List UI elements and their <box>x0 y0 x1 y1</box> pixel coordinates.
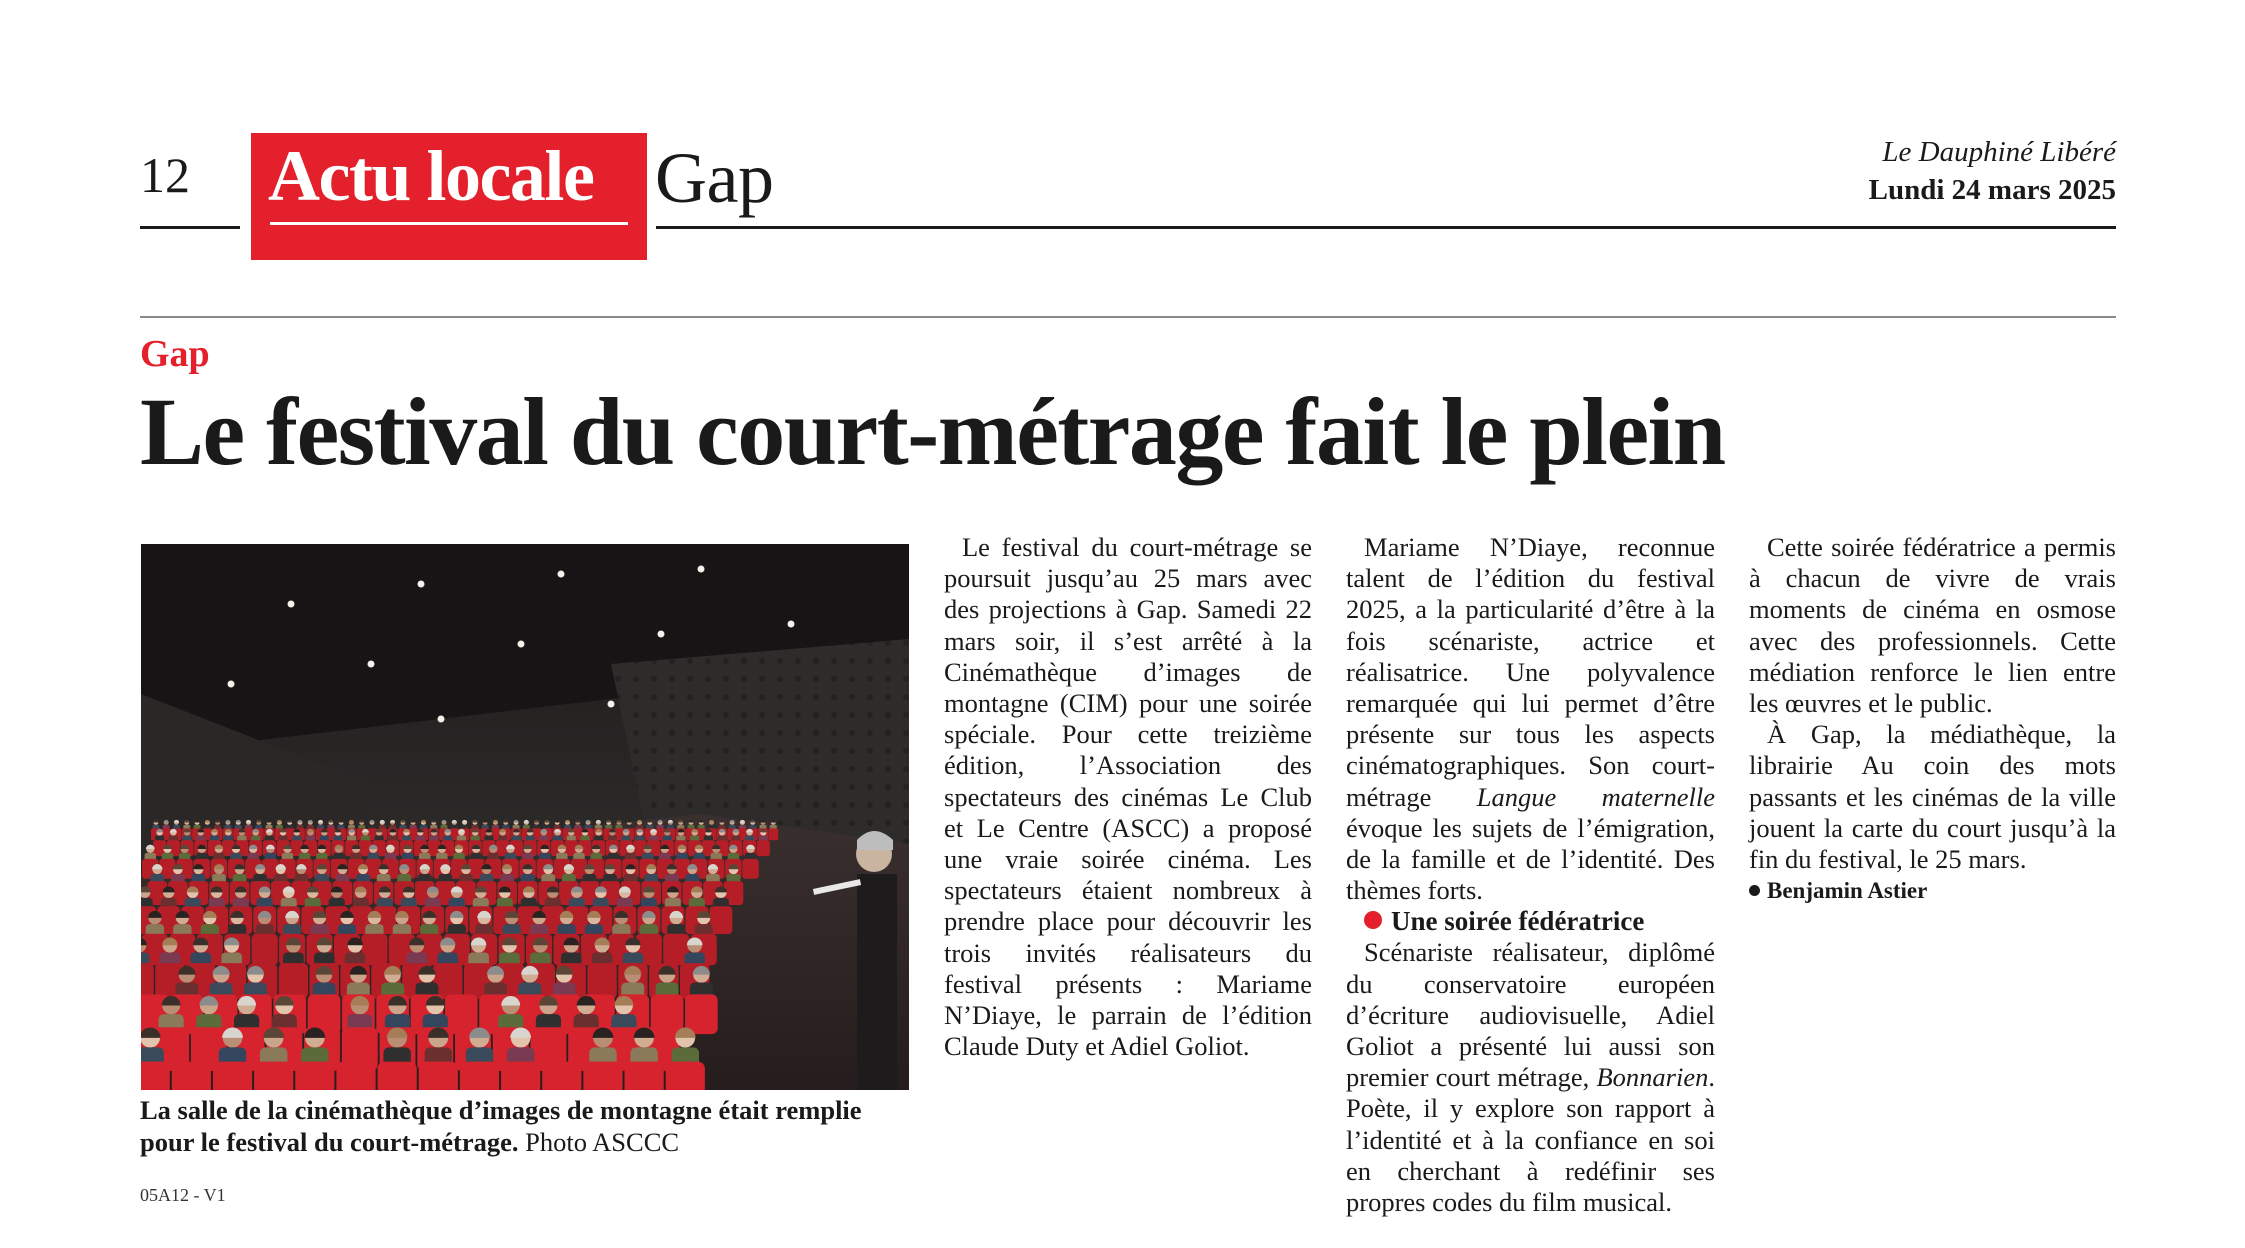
body-paragraph-2 <box>1346 532 1715 906</box>
red-seat <box>254 1062 293 1090</box>
red-seat <box>709 906 732 934</box>
red-seat <box>742 859 758 879</box>
film-title-bonnarien: Bonnarien <box>1596 1062 1709 1093</box>
bullet-dot-icon <box>1364 911 1382 929</box>
red-seat <box>213 1062 252 1090</box>
body-column-1 <box>944 532 1312 1062</box>
ceiling-light <box>788 621 795 628</box>
ceiling-light <box>288 601 295 608</box>
red-seat <box>542 1062 581 1090</box>
header-rule-left <box>140 226 240 229</box>
ceiling-light <box>518 641 525 648</box>
red-seat <box>666 1062 705 1090</box>
red-seat <box>279 963 308 999</box>
cinema-audience-illustration <box>141 544 909 1090</box>
p3-text-b: . Poète, il y explore son rapport à l’identité et à la confiance en soi en cherchant à redéfinir ses propres codes du film musical. <box>1346 1062 1715 1218</box>
article-headline: Le festival du court-métrage fait le plein <box>140 378 1725 485</box>
red-seat <box>172 1062 211 1090</box>
byline <box>1749 875 2116 906</box>
section-underline <box>270 222 628 225</box>
p2-text-b: évoque les sujets de l’émigration, de la famille et de l’identité. Des thèmes forts. <box>1346 812 1715 906</box>
film-title-langue-maternelle: Langue maternelle <box>1476 781 1715 812</box>
ceiling-light <box>438 716 445 723</box>
red-seat <box>252 934 278 966</box>
ceiling-light <box>558 571 565 578</box>
page-folio: 05A12 - V1 <box>140 1185 226 1205</box>
ceiling-light <box>698 566 705 573</box>
article-kicker: Gap <box>140 333 210 375</box>
body-paragraph-1: Le festival du court-métrage se poursuit jusqu’au 25 mars avec des projections à Gap. Samedi 22 mars soir, il s’est arrêté à la Cinémathèque d’images de montagne (CIM) pour une soirée spéciale. Pour cette treizième édition, l’Association des spectateurs des cinémas Le Club et Le Centre (ASCC) a proposé une vraie soirée cinéma. Les spectateurs étaient nombreux à prendre place pour découvrir les trois invités réalisateurs du festival présents : Mariame N’Diaye, le parrain de l’édition Claude Duty et Adiel Goliot. <box>944 532 1312 1062</box>
photo-credit: Photo ASCCC <box>525 1127 680 1157</box>
body-paragraph-4: Cette soirée fédératrice a permis à chacun de vivre de vrais moments de cinéma en osmose avec des professionnels. Cette médiation renforce le lien entre les œuvres et le public. <box>1749 532 2116 719</box>
red-seat <box>768 828 778 840</box>
red-seat <box>141 1062 170 1090</box>
article-top-rule <box>140 316 2116 318</box>
body-column-2 <box>1346 532 1715 1218</box>
red-seat <box>757 840 770 856</box>
red-seat <box>419 1062 458 1090</box>
ceiling-light <box>658 631 665 638</box>
ceiling-light <box>228 681 235 688</box>
section-label: Actu locale <box>268 136 594 216</box>
caption-text: La salle de la cinémathèque d’images de montagne était remplie pour le festival du court-métrage. <box>140 1095 862 1157</box>
red-seat <box>685 994 718 1034</box>
section-city: Gap <box>655 138 774 218</box>
byline-author: Benjamin Astier <box>1767 878 1928 904</box>
page-number: 12 <box>140 147 190 203</box>
body-column-3 <box>1749 532 2116 906</box>
red-seat <box>378 1062 417 1090</box>
red-seat <box>460 1062 499 1090</box>
photo-caption <box>140 1094 910 1158</box>
red-seat <box>141 963 154 999</box>
red-seat <box>583 1062 622 1090</box>
ceiling-light <box>608 701 615 708</box>
ceiling-light <box>368 661 375 668</box>
p2-text-a: Mariame N’Diaye, reconnue talent de l’édition du festival 2025, a la particularité d’être à la fois scénariste, actrice et réalisatrice. Une polyvalence remarquée qui lui permet d’être présente sur tous les aspects cinématographiques. Son court-métrage <box>1346 532 1715 812</box>
red-seat <box>587 963 616 999</box>
red-seat <box>625 1062 664 1090</box>
red-seat <box>336 1062 375 1090</box>
body-paragraph-3 <box>1346 937 1715 1218</box>
issue-date: Lundi 24 mars 2025 <box>1868 174 2116 206</box>
newspaper-name: Le Dauphiné Libéré <box>1882 136 2116 168</box>
byline-dot-icon <box>1749 885 1760 896</box>
header-rule-right <box>656 226 2116 229</box>
red-seat <box>295 1062 334 1090</box>
article-photo <box>141 544 909 1090</box>
red-seat <box>501 1062 540 1090</box>
ceiling-light <box>418 581 425 588</box>
p3-text-a: Scénariste réalisateur, diplômé du conservatoire européen d’écriture audiovisuelle, Adiel Goliot a présenté lui aussi son premier court métrage, <box>1346 937 1715 1093</box>
body-paragraph-5: À Gap, la médiathèque, la librairie Au coin des mots passants et les cinémas de la ville jouent la carte du court jusqu’à la fin du festival, le 25 mars. <box>1749 719 2116 875</box>
subheading-text: Une soirée fédératrice <box>1391 906 1645 937</box>
subheading <box>1346 906 1715 937</box>
